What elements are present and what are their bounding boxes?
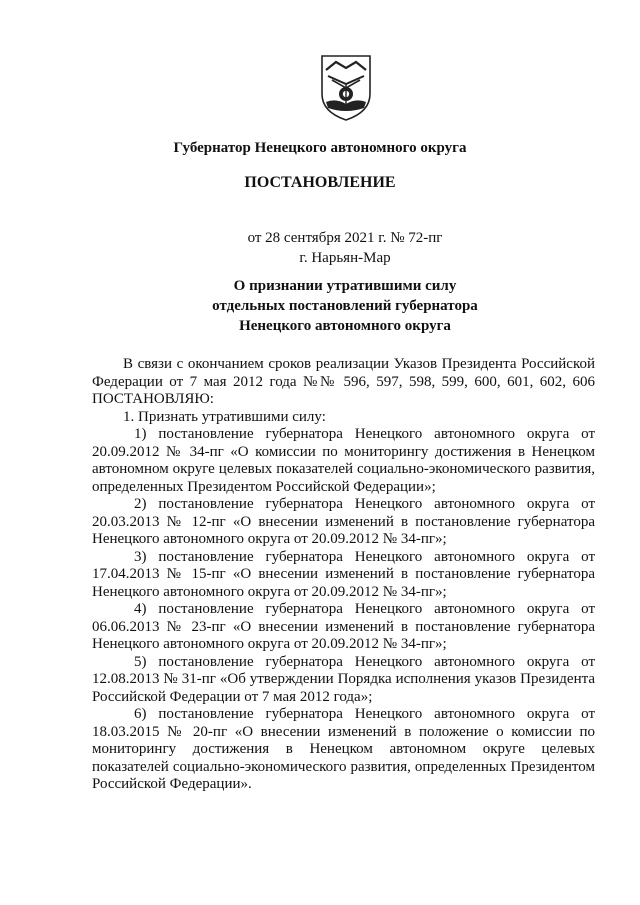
decree-date: от 28 сентября 2021 г. № 72-пг (247, 230, 443, 246)
title-line: отдельных постановлений губернатора (212, 298, 478, 314)
intro-paragraph: В связи с окончанием сроков реализации Указов Президента Российской Федерации от 7 мая 2012 года №№ 596, 597, 598, 599, 600, 601, 602, 606 ПОСТАНОВЛЯЮ: (92, 356, 595, 407)
list-item: 5) постановление губернатора Ненецкого автономного округа от 12.08.2013 № 31-пг «Об утверждении Порядка исполнения указов Президента Российской Федерации от 7 мая 2012 года»; (92, 653, 595, 705)
decree-place: г. Нарьян-Мар (299, 250, 391, 266)
governor-heading: Губернатор Ненецкого автономного округа (173, 140, 467, 156)
decree-heading: ПОСТАНОВЛЕНИЕ (244, 174, 396, 191)
list-item: 1) постановление губернатора Ненецкого автономного округа от 20.09.2012 № 34-пг «О комиссии по мониторингу достижения в Ненецком автономном округе целевых показателей социально-экономического развития, определенных Президентом Российской Федерации»; (92, 426, 595, 495)
list-item: 2) постановление губернатора Ненецкого автономного округа от 20.03.2013 № 12-пг «О внесении изменений в постановление губернатора Ненецкого автономного округа от 20.09.2012 № 34-пг»; (92, 496, 595, 547)
title-line: Ненецкого автономного округа (239, 318, 451, 334)
coat-of-arms-icon (318, 54, 374, 122)
dateline (0, 228, 640, 268)
document-title (0, 276, 640, 336)
point-1: 1. Признать утратившими силу: (123, 408, 326, 425)
list-item: 4) постановление губернатора Ненецкого автономного округа от 06.06.2013 № 23-пг «О внесении изменений в постановление губернатора Ненецкого автономного округа от 20.09.2012 № 34-пг»; (92, 601, 595, 652)
document-body (92, 356, 595, 794)
list-item: 3) постановление губернатора Ненецкого автономного округа от 17.04.2013 № 15-пг «О внесении изменений в постановление губернатора Ненецкого автономного округа от 20.09.2012 № 34-пг»; (92, 548, 595, 600)
list-item: 6) постановление губернатора Ненецкого автономного округа от 18.03.2015 № 20-пг «О внесении изменений в положение о комиссии по мониторингу достижения в Ненецком автономном округе целевых показателей социально-экономического развития, определенных Президентом Российской Федерации». (92, 706, 595, 792)
title-line: О признании утратившими силу (233, 278, 457, 294)
